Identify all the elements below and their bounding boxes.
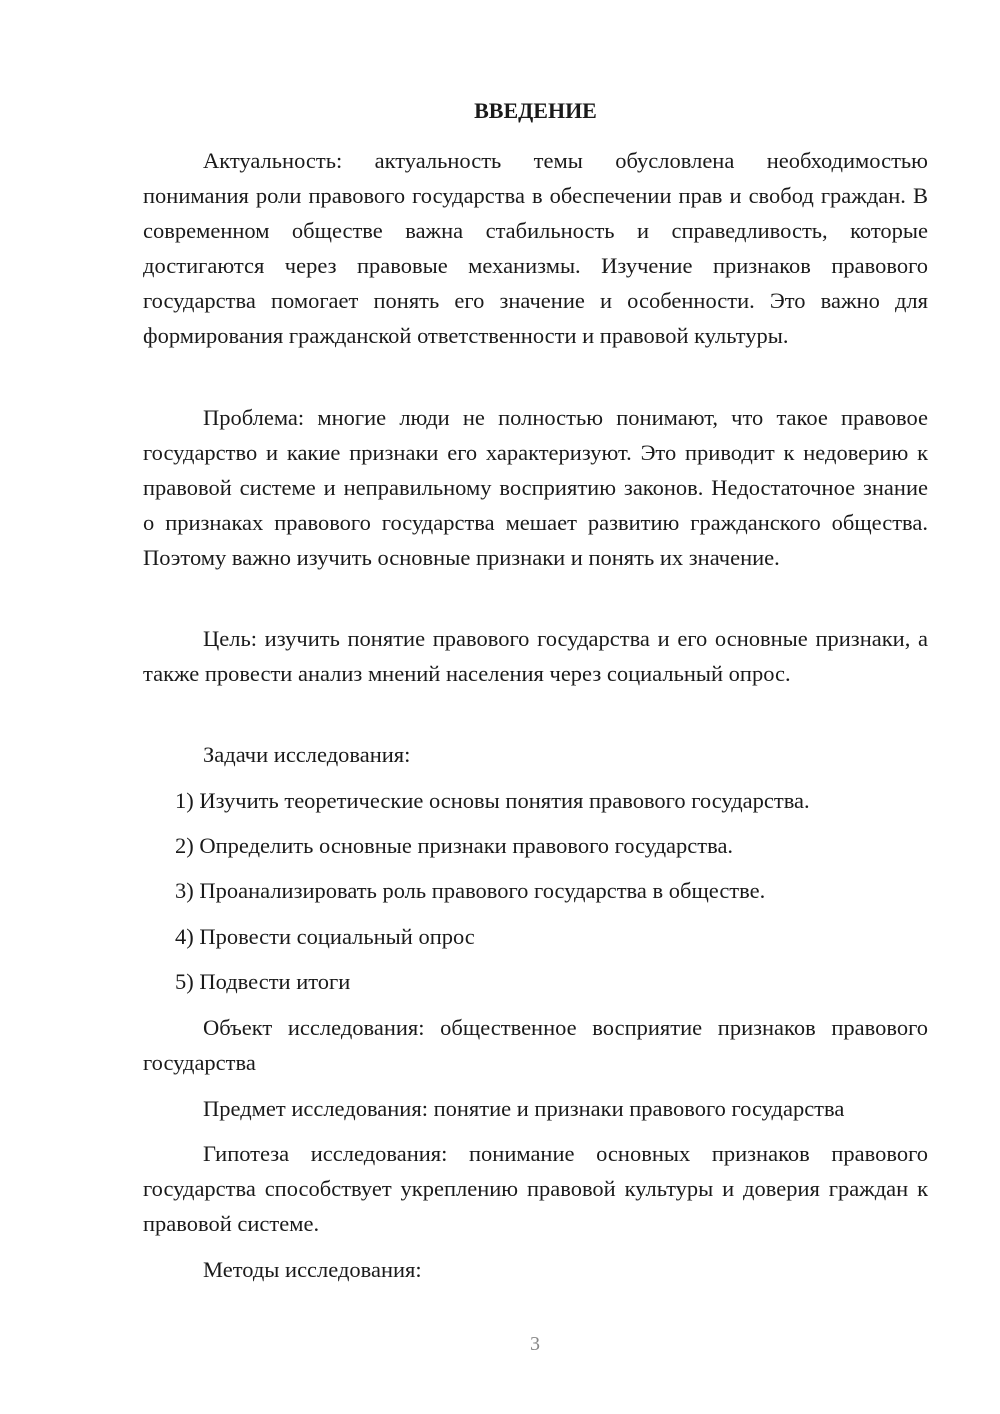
paragraph-subject: Предмет исследования: понятие и признаки правового государства xyxy=(203,1096,845,1121)
tasks-heading: Задачи исследования: xyxy=(203,742,411,767)
paragraph-goal: Цель: изучить понятие правового государства и его основные признаки, а также провести анализ мнений населения через социальный опрос. xyxy=(143,626,928,686)
task-item-2: 2) Определить основные признаки правового государства. xyxy=(175,833,734,858)
page-number: 3 xyxy=(530,1333,540,1355)
paragraph-relevance: Актуальность: актуальность темы обусловлена необходимостью понимания роли правового государства в обеспечении прав и свобод граждан. В современном обществе важна стабильность и справедливость, которые достигаются через правовые механизмы. Изучение признаков правового государства помогает понять его значение и особенности. Это важно для формирования гражданской ответственности и правовой культуры. xyxy=(143,148,928,348)
task-item-1: 1) Изучить теоретические основы понятия правового государства. xyxy=(175,788,810,813)
task-item-4: 4) Провести социальный опрос xyxy=(175,924,475,949)
task-item-3: 3) Проанализировать роль правового государства в обществе. xyxy=(175,878,766,903)
paragraph-methods: Методы исследования: xyxy=(203,1257,422,1282)
page-title: ВВЕДЕНИЕ xyxy=(474,98,597,123)
paragraph-hypothesis: Гипотеза исследования: понимание основных признаков правового государства способствует укреплению правовой культуры и доверия граждан к правовой системе. xyxy=(143,1141,928,1236)
paragraph-object: Объект исследования: общественное восприятие признаков правового государства xyxy=(143,1015,928,1075)
task-item-5: 5) Подвести итоги xyxy=(175,969,351,994)
paragraph-problem: Проблема: многие люди не полностью понимают, что такое правовое государство и какие признаки его характеризуют. Это приводит к недоверию к правовой системе и неправильному восприятию законов. Недостаточное знание о признаках правового государства мешает развитию гражданского общества. Поэтому важно изучить основные признаки и понять их значение. xyxy=(143,405,928,570)
